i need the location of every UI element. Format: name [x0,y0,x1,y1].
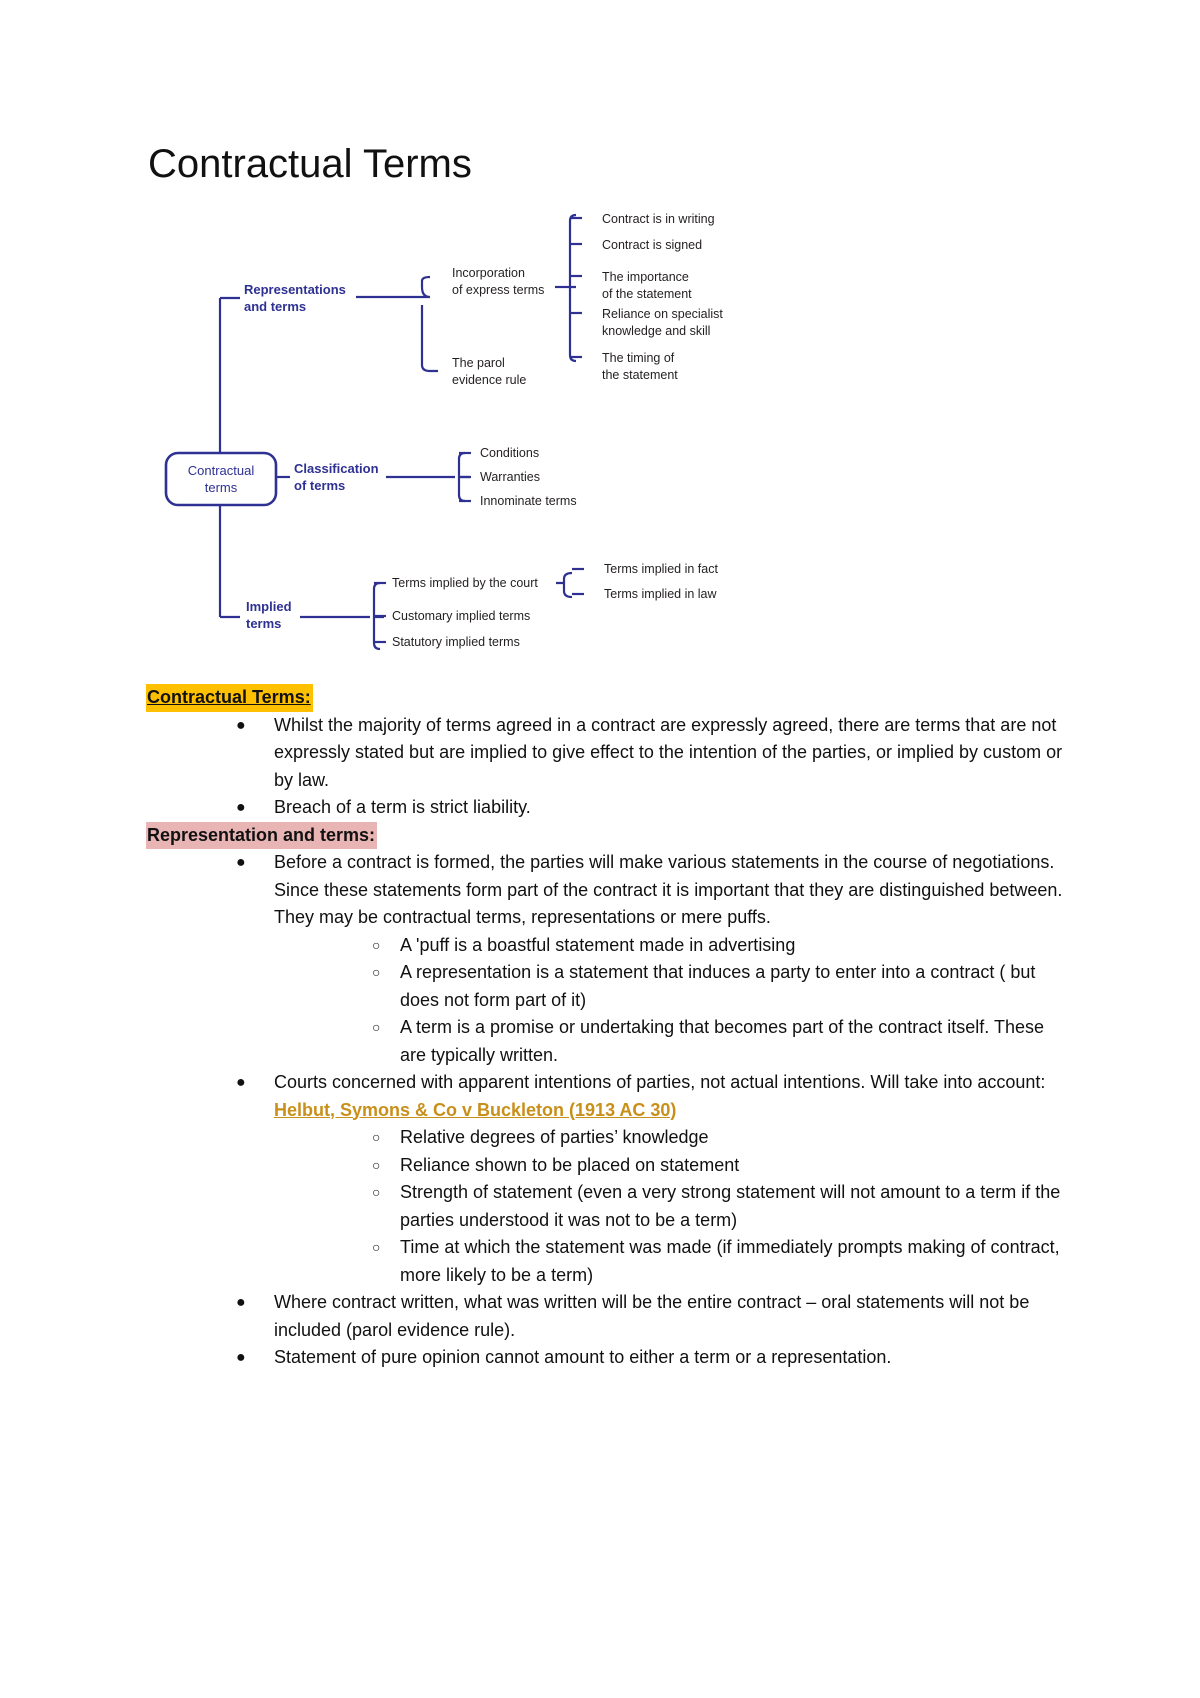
sub-list-item [274,1014,1066,1069]
b1-sub-bracket [412,277,438,371]
sub-list-item-text: Strength of statement (even a very strong statement will not amount to a term if the parties understood it was not to be a term) [400,1182,1061,1230]
list-item [146,1069,1066,1289]
sub-list-item [274,1124,1066,1152]
list-item-text: Courts concerned with apparent intentions of parties, not actual intentions. Will take into account: [274,1072,1046,1092]
sub-list-item [274,1179,1066,1234]
leaf-label-implied: Statutory implied terms [392,635,520,649]
section-heading-representation-terms: Representation and terms: [146,822,377,850]
bullet-icon: ● [236,1074,246,1091]
sub-list-item [274,1152,1066,1180]
contractual-terms-diagram [160,205,760,665]
sub-list-item-text: Reliance shown to be placed on statement [400,1154,740,1175]
bullet-icon: ● [236,799,246,816]
hollow-bullet-icon: ○ [372,1019,381,1035]
bullet-icon: ● [236,1294,246,1311]
sub-list-item [274,1234,1066,1289]
section-representation-terms [146,822,1066,1372]
bullet-list [146,849,1066,1372]
list-item [146,1344,1066,1372]
sub-list-item [274,959,1066,1014]
branch-label-implied: Implied terms [246,599,292,631]
list-item-text: Where contract written, what was written will be the entire contract – oral statements will not be included (parol evidence rule). [274,1292,1030,1340]
leaf-label-implied: Terms implied by the court [392,576,538,590]
hollow-bullet-icon: ○ [372,964,381,980]
court-bracket [556,573,572,597]
sub-label-parol: The parol evidence rule [452,356,527,387]
document-title: Contractual Terms [148,142,472,186]
bullet-icon: ● [236,716,246,734]
hollow-bullet-icon: ○ [372,1129,381,1145]
leaf-label-incorporation: Contract is signed [602,238,703,252]
hollow-bullet-icon: ○ [372,1156,381,1173]
root-node-box [166,453,276,505]
list-item [146,794,1066,822]
section-heading-contractual-terms: Contractual Terms: [146,684,313,712]
sub-bullet-list [274,932,1066,1070]
list-item [146,849,1066,1069]
bullet-list [146,712,1066,822]
leaf-label-incorporation: The timing of the statement [602,351,678,382]
sub-list-item-text: A term is a promise or undertaking that becomes part of the contract itself. These are typically written. [400,1017,1044,1065]
bullet-icon: ● [236,854,246,871]
leaf-label-classification: Conditions [480,446,540,460]
bullet-icon: ● [236,1349,246,1366]
sub-bullet-list [274,1124,1066,1289]
sub-list-item-text: A representation is a statement that induces a party to enter into a contract ( but does not form part of it) [400,962,1036,1010]
list-item-text: Whilst the majority of terms agreed in a contract are expressly agreed, there are terms that are not expressly stated but are implied to give effect to the intention of the parties, or implied by custom or by law. [274,714,1063,790]
leaf-label-incorporation: Contract is in writing [602,212,715,226]
leaf-label-implied: Customary implied terms [392,609,531,623]
hollow-bullet-icon: ○ [372,1184,381,1200]
incorp-bracket [570,215,576,361]
branch-label-representations: Representations and terms [244,282,346,314]
leaf-label-court: Terms implied in fact [604,562,718,576]
list-item-text: Statement of pure opinion cannot amount to either a term or a representation. [274,1347,892,1367]
section-contractual-terms [146,684,1066,822]
leaf-label-classification: Innominate terms [480,494,577,508]
hollow-bullet-icon: ○ [372,1239,381,1255]
root-node-label: Contractual terms [187,463,255,495]
list-item [146,1289,1066,1344]
branch-label-classification: Classification of terms [294,461,379,493]
list-item-text: Before a contract is formed, the parties will make various statements in the course of negotiations. Since these statements form part of the contract it is important that they are distinguished between. They may be contractual terms, representations or mere puffs. [274,852,1063,927]
case-citation-link[interactable]: Helbut, Symons & Co v Buckleton (1913 AC 30) [274,1099,677,1120]
sub-list-item-text: A 'puff is a boastful statement made in advertising [400,934,796,955]
sub-list-item-text: Relative degrees of parties’ knowledge [400,1127,709,1147]
notes-content [146,684,1066,1372]
list-item-text: Breach of a term is strict liability. [274,797,531,817]
sub-list-item [274,932,1066,960]
list-item [146,712,1066,795]
leaf-label-court: Terms implied in law [604,587,717,601]
sub-list-item-text: Time at which the statement was made (if immediately prompts making of contract, more likely to be a term) [400,1237,1060,1285]
hollow-bullet-icon: ○ [372,936,381,953]
sub-label-incorporation: Incorporation of express terms [452,266,545,297]
leaf-label-incorporation: Reliance on specialist knowledge and skill [602,307,723,338]
leaf-label-classification: Warranties [480,470,540,484]
leaf-label-incorporation: The importance of the statement [602,270,692,301]
